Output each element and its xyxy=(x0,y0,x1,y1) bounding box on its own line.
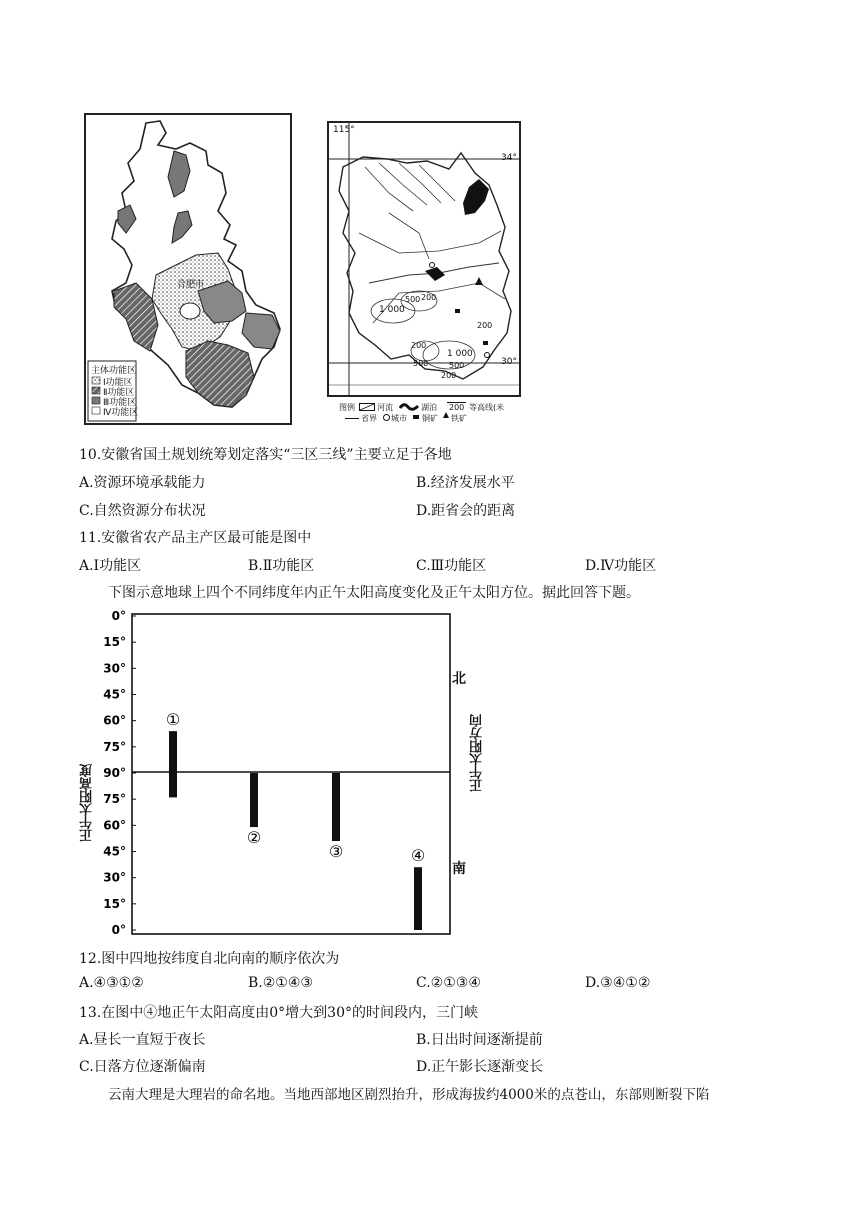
q12-option-d: D.③④①② xyxy=(585,975,651,991)
copper-marker xyxy=(455,309,460,313)
legend-lake: 湖泊 xyxy=(421,403,437,412)
q13-option-a: A.昼长一直短于夜长 xyxy=(79,1032,206,1048)
contour-label: 1 000 xyxy=(379,305,405,315)
q12-option-a: A.④③①② xyxy=(79,975,144,991)
legend-item-2: Ⅱ功能区 xyxy=(103,388,135,398)
bar-4 xyxy=(414,867,422,930)
y-tick-label: 0° xyxy=(111,609,126,623)
north-label: 北 xyxy=(452,671,466,687)
legend-city: 城市 xyxy=(391,414,407,423)
contour-label: 500 xyxy=(413,359,429,368)
q10-option-c: C.自然资源分布状况 xyxy=(79,503,206,519)
q11-option-a: A.Ⅰ功能区 xyxy=(79,558,142,574)
plot-frame xyxy=(132,614,450,934)
y-tick-label: 60° xyxy=(103,818,126,833)
y-tick-label: 30° xyxy=(103,870,126,885)
contour-label: 500 xyxy=(405,295,421,304)
bar-label-3: ③ xyxy=(328,842,344,862)
contour-label: 500 xyxy=(449,361,465,370)
y-tick-label: 45° xyxy=(103,687,126,702)
legend-copper: 铜矿 xyxy=(422,414,438,423)
copper-symbol xyxy=(413,415,419,419)
right-legend xyxy=(339,402,539,432)
y-axis-label: 正午太阳高度 xyxy=(80,764,95,842)
q13-option-b: B.日出时间逐渐提前 xyxy=(416,1032,543,1048)
south-label: 南 xyxy=(452,861,466,877)
q13-option-c: C.日落方位逐渐偏南 xyxy=(79,1059,206,1075)
city-symbol xyxy=(383,414,390,421)
sun-altitude-chart xyxy=(80,604,500,940)
q11-option-b: B.Ⅱ功能区 xyxy=(248,558,315,574)
q10-option-b: B.经济发展水平 xyxy=(416,475,515,491)
chart-svg xyxy=(80,604,500,940)
question-11: 11.安徽省农产品主产区最可能是图中 xyxy=(79,530,312,546)
y-tick-label: 60° xyxy=(103,713,126,728)
city-label: 合肥市 xyxy=(177,280,205,290)
contour-label: 200 xyxy=(421,293,437,302)
legend-item-3: Ⅲ功能区 xyxy=(103,398,137,408)
q11-option-d: D.Ⅳ功能区 xyxy=(585,558,657,574)
y-tick-label: 15° xyxy=(103,896,126,911)
legend-title: 主体功能区 xyxy=(91,366,137,376)
y-tick-label: 90° xyxy=(103,766,126,780)
iron-marker xyxy=(475,277,483,285)
city-marker xyxy=(430,263,435,268)
legend-item-4: Ⅳ功能区 xyxy=(103,408,139,418)
intro-paragraph-2: 下图示意地球上四个不同纬度年内正午太阳高度变化及正午太阳方位。据此回答下题。 xyxy=(108,585,640,601)
q12-option-b: B.②①④③ xyxy=(248,975,313,991)
q12-option-c: C.②①③④ xyxy=(416,975,481,991)
y-tick-label: 15° xyxy=(103,635,126,650)
legend-contour: 等高线(米 xyxy=(469,403,505,412)
contour-label: 200 xyxy=(411,341,427,350)
right-map-graphic xyxy=(329,123,519,395)
y-tick-label: 45° xyxy=(103,844,126,859)
lake-shape xyxy=(425,267,445,281)
right-axis-label: 正午太阳方向 xyxy=(470,714,485,792)
river-symbol xyxy=(359,403,375,411)
legend-item-1: Ⅰ功能区 xyxy=(103,378,133,388)
contour-label: 200 xyxy=(477,321,493,330)
y-tick-label: 30° xyxy=(103,661,126,676)
intro-paragraph-3: 云南大理是大理岩的命名地。当地西部地区剧烈抬升，形成海拔约4000米的点苍山，东部则断裂下陷 xyxy=(108,1087,710,1103)
iron-symbol xyxy=(443,412,449,418)
question-12: 12.图中四地按纬度自北向南的顺序依次为 xyxy=(79,951,340,967)
legend-iron: 铁矿 xyxy=(451,414,467,423)
q10-option-a: A.资源环境承载能力 xyxy=(79,475,206,491)
lake xyxy=(180,303,200,319)
legend-contour-sample: 200 xyxy=(449,403,465,412)
legend-border: 省界 xyxy=(361,414,377,423)
bar-1 xyxy=(169,731,177,797)
q13-option-d: D.正午影长逐渐变长 xyxy=(416,1059,544,1075)
y-tick-label: 0° xyxy=(111,923,126,937)
lat-bottom-label: 30° xyxy=(501,357,517,367)
question-13: 13.在图中④地正午太阳高度由0°增大到30°的时间段内，三门峡 xyxy=(79,1005,478,1021)
city-marker xyxy=(485,353,490,358)
legend-title: 图例 xyxy=(339,403,355,412)
bar-label-1: ① xyxy=(165,710,181,730)
bar-label-4: ④ xyxy=(410,846,426,866)
right-map xyxy=(327,121,521,397)
lake-shape xyxy=(463,179,489,215)
question-10: 10.安徽省国土规划统筹划定落实“三区三线”主要立足于各地 xyxy=(79,447,452,463)
legend-river: 河流 xyxy=(377,403,393,412)
bar-label-2: ② xyxy=(246,828,262,848)
zone-hatch xyxy=(186,341,254,407)
bar-2 xyxy=(250,773,258,827)
bar-3 xyxy=(332,773,340,841)
contour-label: 200 xyxy=(441,371,457,380)
lon-label: 115° xyxy=(333,125,355,135)
lake-symbol xyxy=(399,402,419,412)
contour-label: 1 000 xyxy=(447,349,473,359)
lat-top-label: 34° xyxy=(501,153,517,163)
border-symbol xyxy=(345,418,359,419)
y-tick-label: 75° xyxy=(103,792,126,807)
copper-marker xyxy=(483,341,488,345)
y-tick-label: 75° xyxy=(103,739,126,754)
q10-option-d: D.距省会的距离 xyxy=(416,503,516,519)
q11-option-c: C.Ⅲ功能区 xyxy=(416,558,487,574)
left-map xyxy=(84,113,292,425)
